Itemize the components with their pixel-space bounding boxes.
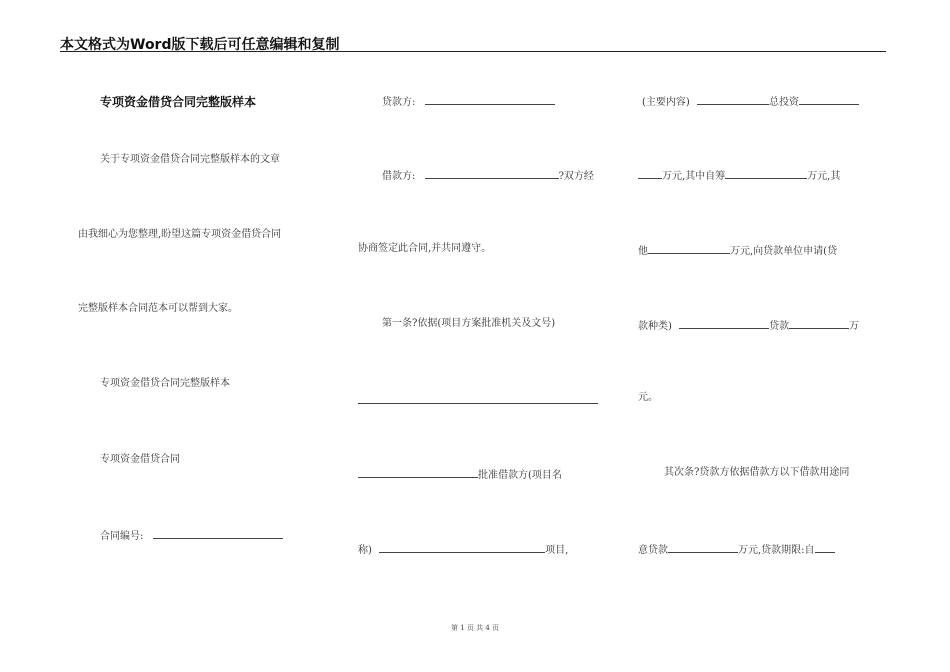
agree-loan-label: 意贷款: [638, 545, 668, 556]
self-fund-blank: [725, 167, 807, 179]
intro-line-3: 完整版样本合同范本可以帮到大家。: [78, 303, 238, 314]
article1-blank-line: [358, 403, 598, 404]
article1-line: 第一条?依据(项目方案批准机关及文号): [382, 318, 556, 329]
subtitle: 专项资金借贷合同完整版样本: [100, 378, 230, 389]
loan-amount-blank: [789, 317, 849, 329]
approve-blank: [358, 466, 478, 478]
borrower-tail: ?双方经: [558, 171, 594, 182]
contract-no-blank: [153, 527, 283, 539]
borrower-row: [382, 167, 594, 184]
main-content-label: (主要内容): [642, 97, 690, 108]
lender-blank: [425, 93, 555, 105]
lender-label: 贷款方:: [382, 97, 416, 108]
project-name-row: [358, 541, 568, 558]
intro-line-2: 由我细心为您整理,盼望这篇专项资金借贷合同: [78, 229, 282, 240]
wanyuan-qi: 万元,其: [807, 171, 841, 182]
main-content-blank: [697, 93, 769, 105]
project-suffix: 项目,: [545, 545, 569, 556]
main-content-row: [642, 93, 859, 110]
total-invest-blank: [799, 93, 859, 105]
approve-row: [358, 466, 562, 483]
invest-amount-blank: [638, 167, 662, 179]
contract-no-row: [100, 527, 283, 544]
intro-line-1: 关于专项资金借贷合同完整版样本的文章: [100, 154, 280, 165]
agree-loan-blank: [668, 541, 738, 553]
contract-name: 专项资金借贷合同: [100, 454, 180, 465]
wanyuan-self: 万元,其中自筹: [662, 171, 726, 182]
header-rule: [60, 51, 886, 52]
apply-text: 万元,向贷款单位申请(贷: [730, 246, 838, 257]
page-footer: 第 1 页 共 4 页: [450, 624, 500, 632]
yuan-line: 元。: [638, 392, 658, 403]
self-fund-row: [638, 167, 840, 184]
borrower-label: 借款方:: [382, 171, 416, 182]
document-title: 专项资金借贷合同完整版样本: [100, 95, 257, 109]
document-header: 本文格式为Word版下载后可任意编辑和复制: [60, 37, 340, 53]
loan-type-row: [638, 317, 859, 334]
loan-label: 贷款: [769, 321, 790, 332]
loan-type-blank: [679, 317, 769, 329]
other-fund-blank: [648, 242, 730, 254]
term-text: 万元,贷款期限:自: [738, 545, 815, 556]
apply-row: [638, 242, 837, 259]
loan-term-row: [638, 541, 835, 558]
term-start-blank: [815, 541, 835, 553]
contract-no-label: 合同编号:: [100, 531, 144, 542]
total-invest-label: 总投资: [769, 97, 799, 108]
agree-line: 协商签定此合同,并共同遵守。: [358, 243, 492, 254]
project-name-prefix: 称): [358, 545, 372, 556]
lender-row: [382, 93, 555, 110]
borrower-blank: [425, 167, 559, 179]
loan-type-label: 款种类): [638, 321, 672, 332]
approve-text: 批准借款方(项目名: [478, 470, 562, 481]
other-prefix: 他: [638, 246, 648, 257]
wan-label: 万: [849, 321, 860, 332]
project-name-blank: [379, 541, 545, 553]
article2-line: 其次条?贷款方依据借款方以下借款用途同: [664, 467, 850, 478]
